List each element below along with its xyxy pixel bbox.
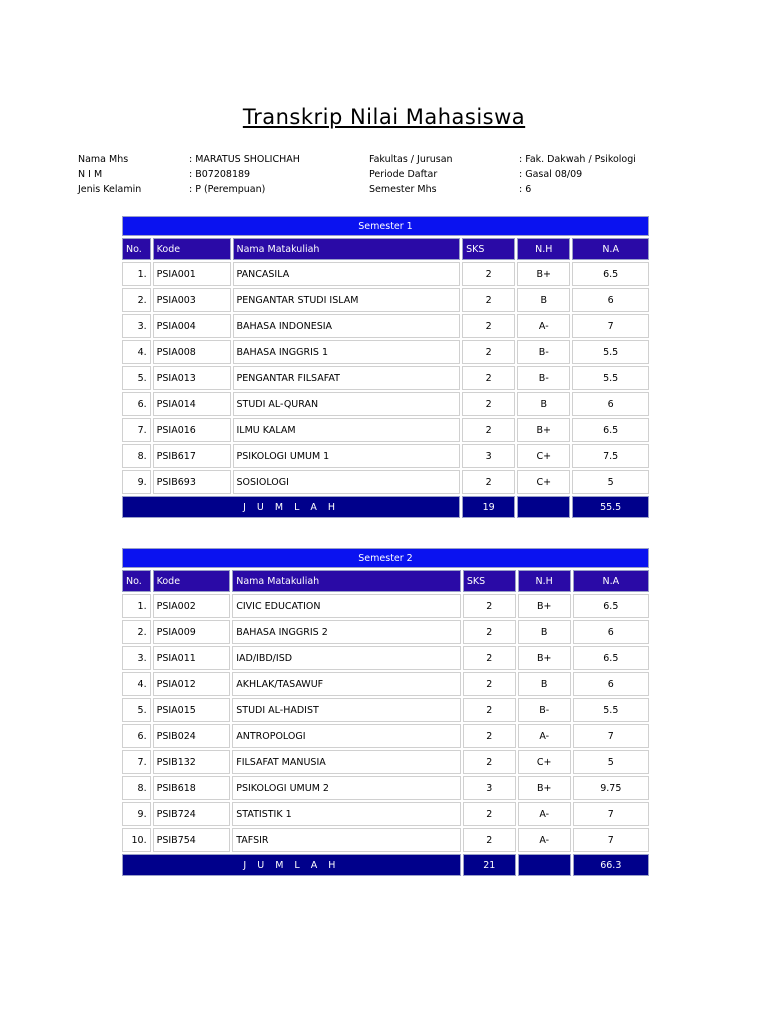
col-nh: N.H [517,238,570,260]
cell-sks: 2 [463,750,516,774]
cell-kode: PSIB724 [153,802,231,826]
value-nama: : MARATUS SHOLICHAH [189,154,300,165]
semester-header-row [122,548,649,568]
cell-na: 7 [573,724,649,748]
total-row [122,496,649,518]
cell-kode: PSIA003 [153,288,231,312]
col-nh: N.H [518,570,571,592]
cell-no: 8. [122,776,151,800]
cell-nama: FILSAFAT MANUSIA [232,750,461,774]
table-row [122,340,649,364]
column-header-row [122,570,649,592]
table-row [122,698,649,722]
cell-nama: STUDI AL-HADIST [232,698,461,722]
cell-nama: ANTROPOLOGI [232,724,461,748]
cell-nama: BAHASA INGGRIS 1 [233,340,461,364]
cell-sks: 2 [462,366,515,390]
cell-kode: PSIA015 [153,698,231,722]
cell-nh: B+ [518,594,571,618]
table-row [122,418,649,442]
cell-no: 7. [122,750,151,774]
label-nama: Nama Mhs [78,154,129,165]
value-fakultas: : Fak. Dakwah / Psikologi [519,154,636,165]
cell-na: 6.5 [573,646,649,670]
cell-no: 1. [122,262,151,286]
cell-na: 5.5 [572,340,649,364]
cell-nama: PSIKOLOGI UMUM 2 [232,776,461,800]
cell-kode: PSIB617 [153,444,231,468]
cell-na: 6 [573,620,649,644]
label-jenis-kelamin: Jenis Kelamin [78,184,142,195]
cell-nh: A- [518,724,571,748]
cell-nh: B- [517,340,570,364]
cell-kode: PSIB132 [153,750,231,774]
cell-sks: 2 [462,262,515,286]
total-na: 66.3 [573,854,649,876]
grades-table [120,214,651,520]
cell-sks: 2 [462,314,515,338]
col-na: N.A [572,238,649,260]
table-row [122,750,649,774]
total-label: J U M L A H [122,496,460,518]
cell-kode: PSIA002 [153,594,231,618]
col-no: No. [122,570,151,592]
cell-na: 7.5 [572,444,649,468]
total-sks: 21 [463,854,516,876]
cell-nama: BAHASA INDONESIA [233,314,461,338]
cell-na: 5.5 [572,366,649,390]
total-row [122,854,649,876]
col-no: No. [122,238,151,260]
cell-na: 5 [573,750,649,774]
col-nama: Nama Matakuliah [232,570,461,592]
cell-nh: B- [518,698,571,722]
cell-nama: PENGANTAR STUDI ISLAM [233,288,461,312]
col-kode: Kode [153,570,231,592]
cell-nh: C+ [517,470,570,494]
table-row [122,594,649,618]
total-label: J U M L A H [122,854,461,876]
col-na: N.A [573,570,649,592]
cell-na: 6 [572,288,649,312]
cell-nama: IAD/IBD/ISD [232,646,461,670]
cell-na: 9.75 [573,776,649,800]
table-row [122,620,649,644]
value-periode: : Gasal 08/09 [519,169,583,180]
table-row [122,724,649,748]
cell-na: 6 [572,392,649,416]
cell-sks: 2 [462,288,515,312]
cell-nama: ILMU KALAM [233,418,461,442]
cell-kode: PSIA012 [153,672,231,696]
cell-nama: TAFSIR [232,828,461,852]
total-nh [518,854,571,876]
cell-no: 9. [122,802,151,826]
cell-sks: 2 [462,340,515,364]
cell-nama: PENGANTAR FILSAFAT [233,366,461,390]
page-title: Transkrip Nilai Mahasiswa [242,105,526,129]
cell-no: 3. [122,646,151,670]
value-semester-mhs: : 6 [519,184,532,195]
student-info-left-labels [78,152,141,197]
cell-nh: B [517,288,570,312]
cell-no: 6. [122,392,151,416]
cell-no: 2. [122,620,151,644]
label-periode: Periode Daftar [369,169,438,180]
cell-na: 5.5 [573,698,649,722]
table-row [122,444,649,468]
column-header-row [122,238,649,260]
cell-nama: STUDI AL-QURAN [233,392,461,416]
cell-kode: PSIA014 [153,392,231,416]
cell-no: 10. [122,828,151,852]
cell-na: 6 [573,672,649,696]
cell-na: 6.5 [573,594,649,618]
table-row [122,262,649,286]
cell-na: 7 [572,314,649,338]
student-info-right-labels [369,152,453,197]
table-row [122,288,649,312]
cell-kode: PSIB618 [153,776,231,800]
cell-no: 3. [122,314,151,338]
col-nama: Nama Matakuliah [233,238,461,260]
cell-kode: PSIA004 [153,314,231,338]
cell-kode: PSIA016 [153,418,231,442]
table-row [122,802,649,826]
label-fakultas: Fakultas / Jurusan [369,154,453,165]
cell-no: 7. [122,418,151,442]
table-row [122,470,649,494]
cell-nh: C+ [518,750,571,774]
cell-nh: A- [518,828,571,852]
cell-sks: 2 [463,828,516,852]
total-sks: 19 [462,496,515,518]
cell-no: 2. [122,288,151,312]
cell-no: 4. [122,340,151,364]
student-info-right-values [519,152,636,197]
cell-kode: PSIB754 [153,828,231,852]
student-info-left-values [189,152,300,197]
cell-sks: 2 [462,470,515,494]
semester-title: Semester 2 [122,548,649,568]
cell-nh: B+ [517,418,570,442]
table-row [122,392,649,416]
label-semester-mhs: Semester Mhs [369,184,437,195]
cell-sks: 2 [462,392,515,416]
cell-nh: B+ [518,776,571,800]
table-row [122,646,649,670]
cell-kode: PSIA009 [153,620,231,644]
table-row [122,672,649,696]
cell-nh: B+ [517,262,570,286]
cell-no: 5. [122,698,151,722]
cell-no: 5. [122,366,151,390]
value-jenis-kelamin: : P (Perempuan) [189,184,266,195]
cell-no: 9. [122,470,151,494]
cell-sks: 2 [463,646,516,670]
table-row [122,828,649,852]
cell-na: 6.5 [572,262,649,286]
cell-sks: 3 [463,776,516,800]
cell-nh: C+ [517,444,570,468]
value-nim: : B07208189 [189,169,251,180]
cell-kode: PSIB024 [153,724,231,748]
cell-sks: 2 [463,698,516,722]
cell-nh: B [517,392,570,416]
cell-sks: 2 [463,672,516,696]
cell-nama: PANCASILA [233,262,461,286]
semester-title: Semester 1 [122,216,649,236]
cell-nh: B [518,672,571,696]
cell-sks: 3 [462,444,515,468]
cell-sks: 2 [462,418,515,442]
cell-nh: B+ [518,646,571,670]
cell-sks: 2 [463,594,516,618]
cell-nh: A- [518,802,571,826]
table-row [122,314,649,338]
cell-na: 5 [572,470,649,494]
table-row [122,366,649,390]
total-na: 55.5 [572,496,649,518]
col-sks: SKS [462,238,515,260]
cell-na: 7 [573,802,649,826]
cell-nama: PSIKOLOGI UMUM 1 [233,444,461,468]
cell-no: 6. [122,724,151,748]
cell-no: 4. [122,672,151,696]
cell-nh: A- [517,314,570,338]
col-kode: Kode [153,238,231,260]
cell-kode: PSIA013 [153,366,231,390]
semester-table-2 [120,546,651,878]
cell-nama: AKHLAK/TASAWUF [232,672,461,696]
grades-table [120,546,651,878]
cell-kode: PSIA011 [153,646,231,670]
cell-nh: B- [517,366,570,390]
semester-header-row [122,216,649,236]
total-nh [517,496,570,518]
cell-no: 8. [122,444,151,468]
cell-sks: 2 [463,802,516,826]
label-nim: N I M [78,169,103,180]
cell-nama: CIVIC EDUCATION [232,594,461,618]
cell-sks: 2 [463,620,516,644]
cell-nama: SOSIOLOGI [233,470,461,494]
cell-nama: STATISTIK 1 [232,802,461,826]
cell-na: 6.5 [572,418,649,442]
cell-nh: B [518,620,571,644]
table-row [122,776,649,800]
cell-na: 7 [573,828,649,852]
cell-kode: PSIA008 [153,340,231,364]
cell-no: 1. [122,594,151,618]
cell-kode: PSIA001 [153,262,231,286]
cell-sks: 2 [463,724,516,748]
col-sks: SKS [463,570,516,592]
cell-kode: PSIB693 [153,470,231,494]
semester-table-1 [120,214,651,520]
cell-nama: BAHASA INGGRIS 2 [232,620,461,644]
